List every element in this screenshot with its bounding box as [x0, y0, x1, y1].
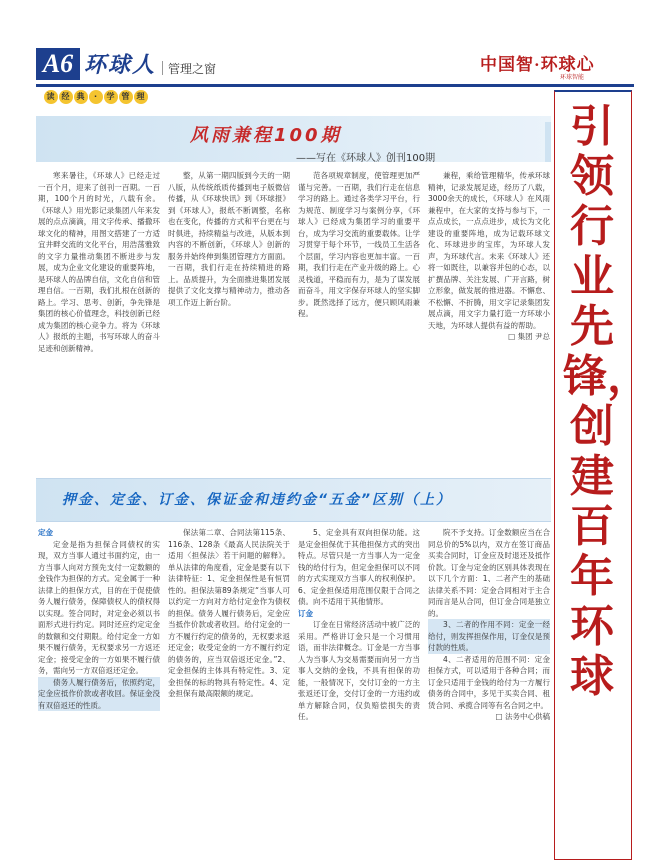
- article1-body: [38, 170, 550, 465]
- article2-column: [428, 527, 550, 862]
- article1-column: [168, 170, 290, 465]
- highlight-paragraph: 3、二者的作用不同：定金一经给付，则发挥担保作用，订金仅是预付款的性质。: [428, 620, 550, 652]
- tagline-char: 典: [74, 90, 88, 104]
- tagline: [44, 90, 149, 104]
- article1-column: [38, 170, 160, 465]
- tagline-char: 管: [119, 90, 133, 104]
- page-header: [0, 0, 634, 101]
- paragraph: 院不予支持。订金数额应当在合同总价的5%以内，双方在签订商品买卖合同时，订金应及时退还及抵作价款。订金与定金的区别具体表现在以下几个方面：1、二者产生的基础法律关系不同：定金合同相对于主合同而言是从合同，但订金合同是独立的。: [428, 528, 550, 618]
- header-divider: [36, 84, 634, 87]
- article2-column: [298, 527, 420, 862]
- section-heading: 订金: [298, 608, 313, 618]
- article2-column: [38, 527, 160, 862]
- paragraph: 4、二者适用的范围不同：定金担保方式，可以适用于各种合同；而订金只适用于金钱的给付为一方履行债务的合同中，多见于买卖合同、租赁合同、承揽合同等有名合同之中。: [428, 654, 550, 710]
- tagline-char: 经: [59, 90, 73, 104]
- side-slogan-box: [554, 90, 651, 860]
- tagline-char: 学: [104, 90, 118, 104]
- paragraph: 范各项规章制度，使管理更加严谨与完善。一百期，我们行走在信息学习的路上。通过各类学习平台，行为规范、制度学习与案例分享，《环球人》已经成为集团学习的重要平台，成为学习交流的重要载体。让学习贯穿于每个环节，一线员工生活各个层面，学习内容也更加丰富。一百期，我们行走在产业升级的路上。心灵栈道，平稳而有力，是为了谋发展而奋斗，用文字保存环球人的坚实脚步。既然选择了远方，便只顾风雨兼程。: [298, 171, 420, 318]
- source-note: □ 法务中心供稿: [495, 712, 550, 721]
- article2-column: [168, 527, 290, 862]
- paragraph: 兼程，乘给管理精华，传承环球精神，记录发展足迹，经历了八载，3000余天的成长，《环球人》在风雨兼程中，在大家的支持与参与下，一点点成长，一点点进步，成长为文化建设的重要阵地，成为记载环球文化、环球进步的宝库，为环球人发声，为环球代言。未来《环球人》还将一如既往，以兼容并包的心态，以扩撰品牌、关注发展、广开言路，树立形象，做发展的推进器。不懈怠、不松懈、不折腾，用文字记录集团发展点滴，用文字力量打造一方环球小天地，为环球人提供有益的帮助。: [428, 171, 550, 330]
- paragraph: 5、定金具有双向担保功能。这是定金担保优于其他担保方式的突出特点。尽管只是一方当事人为一定金钱的给付行为，但定金担保可以不同的方式实现双方当事人的权利保护。6、定金担保适用范围仅限于合同之债。向不适用于其他情形。: [298, 528, 420, 606]
- column-name: 管理之窗: [168, 62, 217, 76]
- paragraph: 定金是指为担保合同债权的实现，双方当事人通过书面约定，由一方当事人向对方预先支付一定数额的金钱作为担保的方式。定金属于一种法律上的担保方式，目的在于促使债务人履行债务，保障债权人的债权得以实现。签合同时，对定金必须以书面形式进行约定。同时还应约定定金的数额和交付期限。给付定金一方如果不履行债务，无权要求另一方返还定金；接受定金的一方如果不履行债务，需向另一方双倍返还定金。: [38, 539, 160, 675]
- article1-subtitle: ——写在《环球人》创刊100期: [296, 153, 436, 164]
- brand-name: 环球人: [84, 53, 157, 78]
- article1-title: 风雨兼程100期: [190, 125, 342, 146]
- article2-title: 押金、定金、订金、保证金和违约金“五金”区别（上）: [62, 492, 453, 508]
- side-slogan: 引领行业先锋，创建百年环球: [563, 102, 651, 701]
- section-heading: 定金: [38, 528, 53, 537]
- page-badge: A6: [36, 48, 80, 80]
- signature: □ 集团 尹总: [508, 332, 550, 341]
- tagline-char: 读: [44, 90, 58, 104]
- paragraph: 寒来暑往，《环球人》已经走过一百个月，迎来了创刊一百期。一百期，100个月的时光，八载有余。《环球人》用光影记录集团八年来发展的点点滴滴，用文字传承、播撒环球文化的精神，用图文搭建了一方适宜井畔交流的文化平台，用浩荡雅致的文字力量推动集团不断进步与发展，成为企业文化建设的重要阵地，是环球人的品牌自信，文化自信和管理自信。一百期，我们扎根在创新的路上。学习、思考、创新，争先锋是集团的核心价值理念，科技创新已经成为集团的核心竞争力。将为《环球人》报纸的主题，书写环球人的奋斗足迹和创新精神。: [38, 171, 160, 353]
- company-logo-sub: 环球智能: [560, 74, 585, 81]
- paragraph: 保法第二章、合同法第115条、116条、128条《最高人民法院关于适用〈担保法〉若干问题的解释》。单从法律的角度看，定金是要有以下法律特征：1、定金担保性是有恒罚性的。担保法第89条规定“当事人可以约定一方向对方给付定金作为债权的担保。债务人履行债务后，定金应当抵作价款或者收回。给付定金的一方不履行约定的债务的，无权要求返还定金；收受定金的一方不履行约定的债务的，应当双倍返还定金。”2、定金担保的主体具有特定性。3、定金担保的标的物具有特定性。4、定金担保有最高限额的规定。: [168, 528, 290, 698]
- paragraph: 订金在日常经济活动中被广泛的采用。严格讲订金只是一个习惯用语，而非法律概念。订金是一方当事人为当事人为交易需要而向另一方当事人交纳的金钱，不具有担保的功能，一般情况下，交付订金的一方主张返还订金，交付订金的一方违约或单方解除合同，仅负赔偿损失的责任。: [298, 620, 420, 721]
- tagline-char: ·: [89, 90, 103, 104]
- paragraph: 整，从第一期四版到今天的一期八版，从传统纸质传播到电子版微信传播，从《环球快讯》到《环球报》到《环球人》，报纸不断调整，名称也在变化，传播的方式和平台更在与时俱进，持续精益与改进，从版本到内容的不断创新，《环球人》创新的服务并始终伸到集团管理方方面面。一百期，我们行走在持续精进的路上。品质提升，为全面推进集团发展提供了文化支撑与精神动力，推动各项工作迈上新台阶。: [168, 171, 290, 307]
- article1-column: [428, 170, 550, 465]
- highlight-paragraph: 债务人履行债务后，依照约定，定金应抵作价款或者收回。保证金没有双倍返还的性质。: [38, 677, 160, 710]
- company-logo: 中国智·环球心: [480, 55, 595, 74]
- tagline-char: 理: [134, 90, 148, 104]
- article2-body: [38, 527, 550, 862]
- article1-column: [298, 170, 420, 465]
